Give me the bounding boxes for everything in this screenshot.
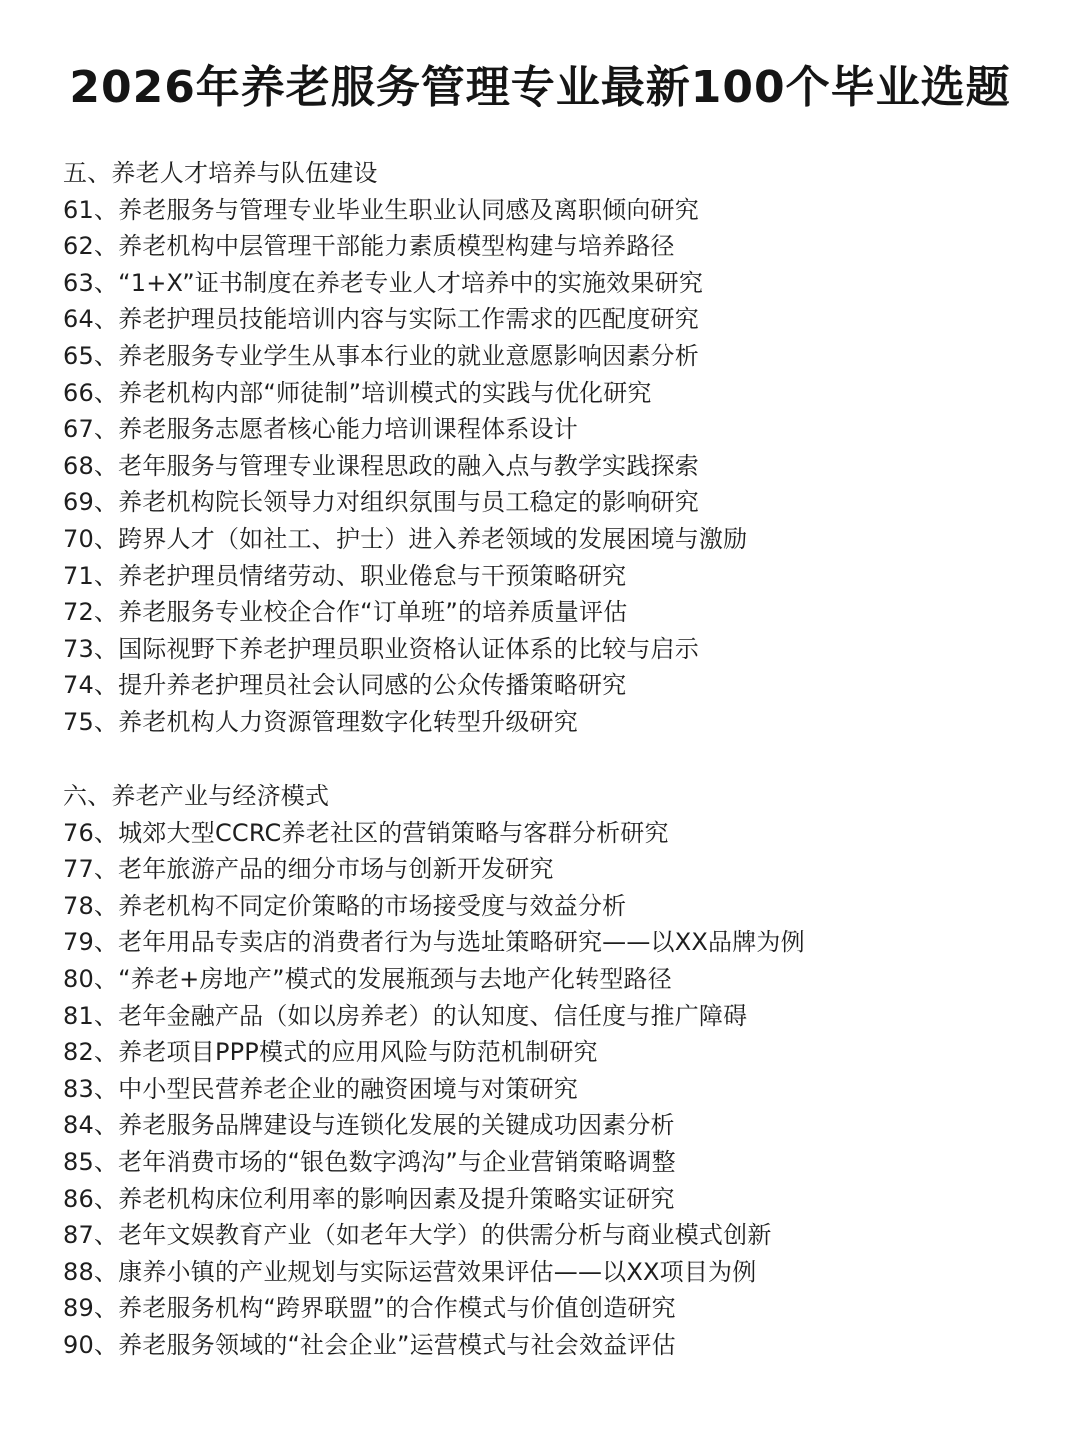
list-item: 89、养老服务机构“跨界联盟”的合作模式与价值创造研究 xyxy=(63,1294,676,1323)
list-item: 77、老年旅游产品的细分市场与创新开发研究 xyxy=(63,855,554,884)
list-item: 69、养老机构院长领导力对组织氛围与员工稳定的影响研究 xyxy=(63,488,699,517)
list-item: 90、养老服务领域的“社会企业”运营模式与社会效益评估 xyxy=(63,1330,676,1359)
list-item: 88、康养小镇的产业规划与实际运营效果评估——以XX项目为例 xyxy=(63,1257,757,1286)
section-heading: 六、养老产业与经济模式 xyxy=(63,782,330,810)
list-item: 66、养老机构内部“师徒制”培训模式的实践与优化研究 xyxy=(63,378,652,407)
list-item: 62、养老机构中层管理干部能力素质模型构建与培养路径 xyxy=(63,232,675,261)
list-item: 70、跨界人才（如社工、护士）进入养老领域的发展困境与激励 xyxy=(63,524,748,553)
list-item: 74、提升养老护理员社会认同感的公众传播策略研究 xyxy=(63,671,627,700)
list-item: 82、养老项目PPP模式的应用风险与防范机制研究 xyxy=(63,1038,598,1067)
list-item: 80、“养老+房地产”模式的发展瓶颈与去地产化转型路径 xyxy=(63,964,672,993)
section-talent-training xyxy=(63,155,1023,741)
list-item: 86、养老机构床位利用率的影响因素及提升策略实证研究 xyxy=(63,1184,675,1213)
section-industry-economy xyxy=(63,778,1023,1364)
list-item: 83、中小型民营养老企业的融资困境与对策研究 xyxy=(63,1074,578,1103)
list-item: 65、养老服务专业学生从事本行业的就业意愿影响因素分析 xyxy=(63,341,699,370)
section-heading: 五、养老人才培养与队伍建设 xyxy=(63,159,378,187)
list-item: 68、老年服务与管理专业课程思政的融入点与教学实践探索 xyxy=(63,451,699,480)
list-item: 63、“1+X”证书制度在养老专业人才培养中的实施效果研究 xyxy=(63,268,704,297)
list-item: 71、养老护理员情绪劳动、职业倦怠与干预策略研究 xyxy=(63,561,627,590)
list-item: 61、养老服务与管理专业毕业生职业认同感及离职倾向研究 xyxy=(63,195,699,224)
list-item: 67、养老服务志愿者核心能力培训课程体系设计 xyxy=(63,415,578,444)
list-item: 85、老年消费市场的“银色数字鸿沟”与企业营销策略调整 xyxy=(63,1147,676,1176)
list-item: 84、养老服务品牌建设与连锁化发展的关键成功因素分析 xyxy=(63,1111,675,1140)
page-title: 2026年养老服务管理专业最新100个毕业选题 xyxy=(69,62,1011,113)
list-item: 72、养老服务专业校企合作“订单班”的培养质量评估 xyxy=(63,598,628,627)
list-item: 81、老年金融产品（如以房养老）的认知度、信任度与推广障碍 xyxy=(63,1001,748,1030)
list-item: 73、国际视野下养老护理员职业资格认证体系的比较与启示 xyxy=(63,634,699,663)
list-item: 64、养老护理员技能培训内容与实际工作需求的匹配度研究 xyxy=(63,305,699,334)
list-item: 79、老年用品专卖店的消费者行为与选址策略研究——以XX品牌为例 xyxy=(63,928,805,957)
list-item: 87、老年文娱教育产业（如老年大学）的供需分析与商业模式创新 xyxy=(63,1221,772,1250)
list-item: 76、城郊大型CCRC养老社区的营销策略与客群分析研究 xyxy=(63,818,669,847)
list-item: 75、养老机构人力资源管理数字化转型升级研究 xyxy=(63,707,578,736)
list-item: 78、养老机构不同定价策略的市场接受度与效益分析 xyxy=(63,891,627,920)
